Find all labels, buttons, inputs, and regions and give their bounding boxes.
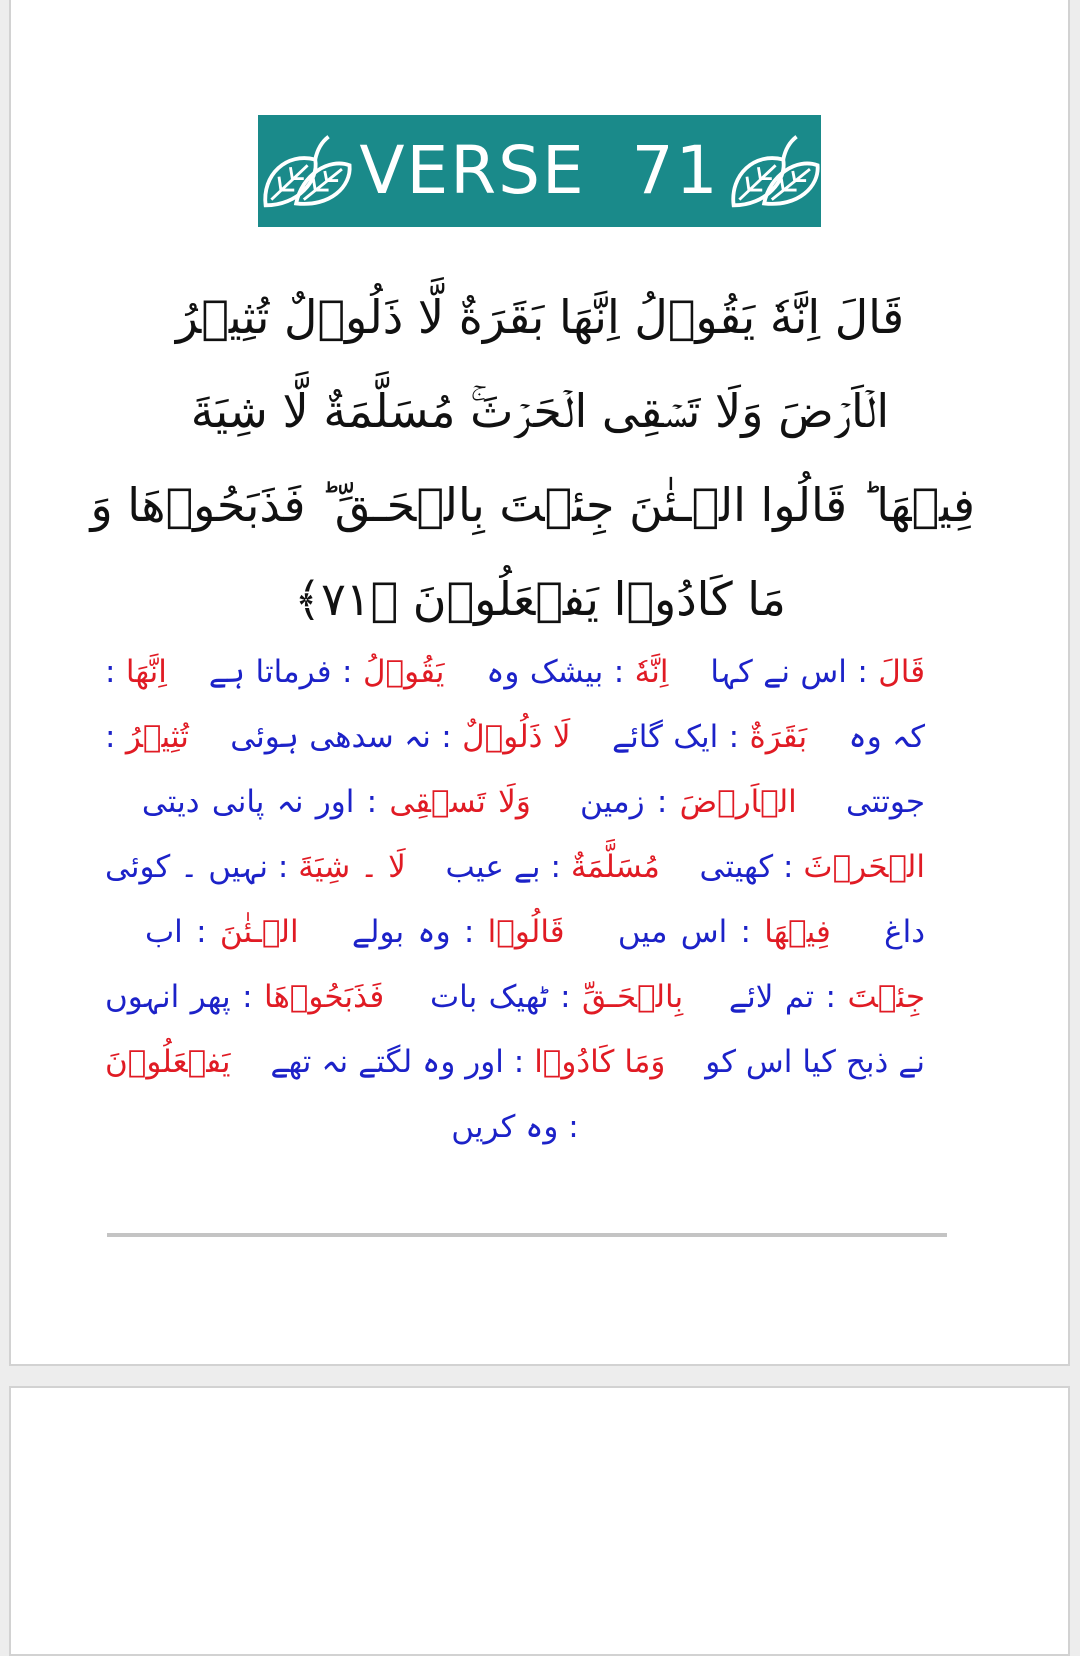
word-by-word-translation [105,640,925,1160]
urdu-meaning: : جوتتی [105,719,926,820]
arabic-word: الۡـئٰنَ [219,914,299,950]
arabic-word: بِالۡحَـقِّ [582,979,684,1015]
verse-title: VERSE 71 [359,132,720,209]
glossary-entry [430,979,683,1015]
verse-line: قَالَ اِنَّهٗ يَقُوۡلُ اِنَّهَا بَقَرَةٌ لَّا ذَلُوۡلٌ تُثِيۡرُ [175,290,905,344]
verse-line: مَا كَادُوۡا يَفۡعَلُوۡنَ‏ ﴿۷۱﴾ [294,572,786,626]
urdu-meaning: : نہیں ۔ کوئی داغ [105,849,926,950]
arabic-verse [90,270,975,646]
arabic-word: فِيۡهَا [764,914,831,950]
urdu-meaning: : اور وہ لگتے نہ تھے [270,1044,525,1080]
glossary-entry [486,654,668,690]
urdu-meaning: : اب [144,914,207,950]
glossary-entry [446,849,660,885]
arabic-word: اِنَّهَا [125,654,167,690]
glossary-entry [618,914,831,950]
arabic-word: وَمَا كَادُوۡا [534,1044,666,1080]
arabic-word: لَا ۔ شِيَةَ [298,849,406,885]
urdu-meaning: : کہ وہ [105,654,925,755]
urdu-meaning: : زمین [580,784,668,820]
arabic-word: مُسَلَّمَةٌ [570,849,660,885]
arabic-word: يَفۡعَلُوۡنَ [105,1044,231,1080]
next-card [9,1386,1070,1656]
urdu-meaning: : وہ کریں [451,1109,579,1145]
leaf-icon [258,129,353,213]
urdu-meaning: : نہ سدھی ہوئی [230,719,452,755]
glossary-entry [710,654,925,690]
verse-line: فِيۡهَا​ ؕ قَالُوا الۡـئٰنَ جِئۡتَ بِالۡحَـقِّ​ ؕ فَذَبَحُوۡهَا وَ [90,478,975,532]
arabic-word: وَلَا تَسۡقِى [389,784,531,820]
arabic-word: يَقُوۡلُ [362,654,445,690]
urdu-meaning: : بیشک وہ [486,654,625,690]
glossary-entry [700,849,925,885]
urdu-meaning: : تم لائے [728,979,836,1015]
arabic-word: فَذَبَحُوۡهَا [264,979,385,1015]
glossary-entry [580,784,797,820]
glossary-entry [352,914,565,950]
arabic-word: بَقَرَةٌ [749,719,808,755]
urdu-meaning: : پھر انہوں نے ذبح کیا اس کو [105,979,926,1080]
glossary-entry [729,979,925,1015]
section-divider [107,1233,947,1237]
arabic-word: اِنَّهٗ [634,654,669,690]
glossary-entry [145,914,299,950]
urdu-meaning: : ایک گائے [611,719,740,755]
glossary-entry [612,719,807,755]
arabic-word: قَالُوۡا [487,914,565,950]
arabic-word: قَالَ [878,654,926,690]
leaf-icon [726,129,821,213]
glossary-entry [209,654,445,690]
urdu-meaning: : اس میں [617,914,751,950]
verse-line: الۡاَرۡضَ وَلَا تَسۡقِى الۡحَرۡثَ​ۚ مُسَلَّمَةٌ لَّا شِيَةَ [190,384,890,438]
urdu-meaning: : اس نے کہا [710,654,868,690]
urdu-meaning: : وہ بولے [351,914,475,950]
glossary-entry [230,719,570,755]
verse-banner [258,115,821,227]
urdu-meaning: : فرماتا ہے [208,654,353,690]
urdu-meaning: : کھیتی [699,849,794,885]
urdu-meaning: : بے عیب [445,849,561,885]
arabic-word: جِئۡتَ [847,979,925,1015]
glossary-entry [142,784,531,820]
arabic-word: الۡحَرۡثَ [803,849,925,885]
arabic-word: الۡاَرۡضَ [679,784,797,820]
arabic-word: تُثِيۡرُ [125,719,189,755]
urdu-meaning: : اور نہ پانی دیتی [141,784,378,820]
urdu-meaning: : ٹھیک بات [429,979,571,1015]
arabic-word: لَا ذَلُوۡلٌ [462,719,571,755]
glossary-entry [270,1044,665,1080]
